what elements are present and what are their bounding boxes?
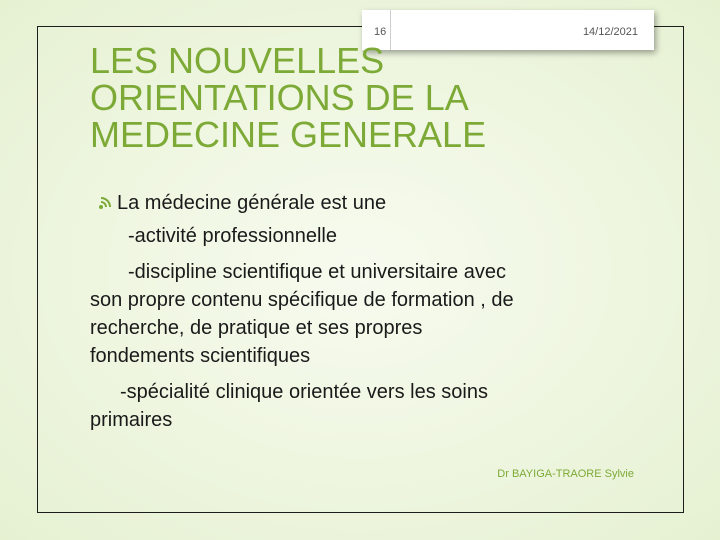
title-line-3: MEDECINE GENERALE (90, 114, 487, 155)
body-line-activity: -activité professionnelle (128, 225, 337, 247)
slide-date: 14/12/2021 (582, 26, 638, 38)
slide-title (90, 42, 590, 153)
body-line-discipline-cont-1: son propre contenu spécifique de formation , de (90, 289, 514, 311)
body-line-specialty-cont: primaires (90, 409, 173, 431)
body-line-discipline-cont-2: recherche, de pratique et ses propres (90, 317, 423, 339)
wifi-signal-bullet-icon (98, 196, 116, 210)
footer-author: Dr BAYIGA-TRAORE Sylvie (497, 468, 634, 480)
body-line-discipline: -discipline scientifique et universitaire avec (128, 261, 506, 283)
body-line-discipline-cont-3: fondements scientifiques (90, 345, 311, 367)
title-line-1: LES NOUVELLES (90, 40, 385, 81)
body-intro: La médecine générale est une (117, 192, 387, 214)
body-line-specialty: -spécialité clinique orientée vers les soins (120, 381, 488, 403)
title-line-2: ORIENTATIONS DE LA (90, 77, 469, 118)
slide-number: 16 (374, 26, 387, 38)
